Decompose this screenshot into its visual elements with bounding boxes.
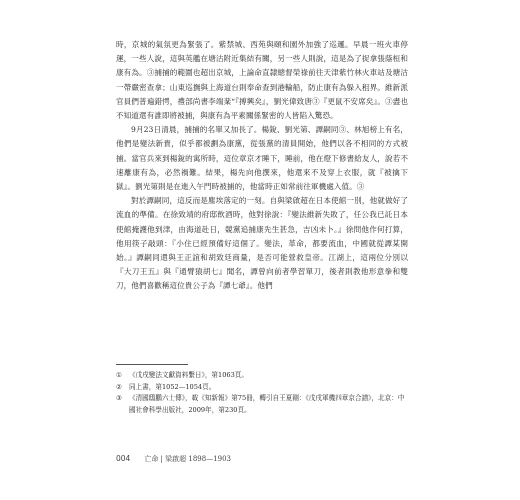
footnote-divider [116, 364, 188, 365]
footnotes [116, 370, 408, 416]
running-title: 亡命 | 梁啟超 1898—1903 [144, 455, 231, 463]
footnote-text: 《戊戌變法文獻資料繫日》，第1063頁。 [129, 371, 248, 379]
footnote-mark: ① [116, 371, 122, 379]
footnote-mark: ② [116, 382, 122, 391]
footnote-2 [116, 382, 408, 394]
footnote-text: 同上書，第1052—1054頁。 [129, 382, 216, 391]
footnote-3 [116, 393, 408, 416]
footnote-1 [116, 370, 408, 382]
paragraph-1: 時，京城的氣氛更為緊張了。紫禁城、西苑與頤和園外加強了巡邏。早晨一班火車停運，一些人說，這與英艦在塘沽附近集結有關，另一些人則說，這是為了捉拿張蔭桓和康有為。③捕捕的範圍也超出京城，上論命直隸總督榮祿前往天津紫竹林火車站及塘沽一帶嚴密查拿；山東巡撫與上海道台則奉命查到港輪船，防止康有為躲入租界。維新派官員們普遍錯愕，禮部尚書李端棻“『搏興矣』，劉光偉致唐③『更鼠不安席矣』。③盡也不知道還有誰即將被捕，與康有為平素關係緊密的人皆陷入驚恐。 [116, 40, 408, 121]
footnote-text: 《清國鴟鵬六士傳》，載《知新報》第75冊，轉引自王夏剛：《戊戌軍機四章京合譜》，北京：中國社會科學出版社，2009年，第230頁。 [129, 394, 405, 414]
body-text [116, 38, 408, 294]
running-footer [116, 454, 408, 464]
page-number: 004 [116, 454, 131, 463]
paragraph-3: 對於譚嗣同，這反而是塵埃落定的一刻。自與梁啟超在日本使館一別，他就做好了流血的準備。在徐致靖的府邸飲酒時，他對徐說：『變法維新失敗了，任公我已託日本使館掩護他到津，由海道赴日，競黨追捕康先生甚急，吉凶未卜。』徐問他作何打算，他用筷子敲頭：『小住已經預備好這個了。變法，革命，都要流血，中國就從譚某開始。』譚嗣同還與王正誼和胡致廷商量，是否可能營救皇帝。江湖上，這兩位分別以『大刀王五』與『通臂猿胡七』聞名，譚曾向前者學習單刀，後者則教他形意拳和雙刀，他們喜歡稱這位貴公子為『譚七爺』。他們 [116, 196, 408, 291]
footnote-mark: ③ [116, 394, 122, 402]
paragraph-2: 9月23日清晨，捕捕的名單又加長了。楊銳、劉光第、譚嗣同③、林旭榜上有名，他們是變法新貴，似乎都被劃為康黨，從張黨的清員開始，他們以各不相同的方式被捕。當官兵來到楊銳的寓所時，這位章京才睡下，睡前，他在燈下修書給友人，說若不速離康有為，必然禍難。結果，楊先向他撰來，他還來不及穿上衣服，就『被擒下獄』。劉光第則是在進入午門時被捕的，他當時正如常前往軍機處入值。③ [116, 125, 408, 192]
